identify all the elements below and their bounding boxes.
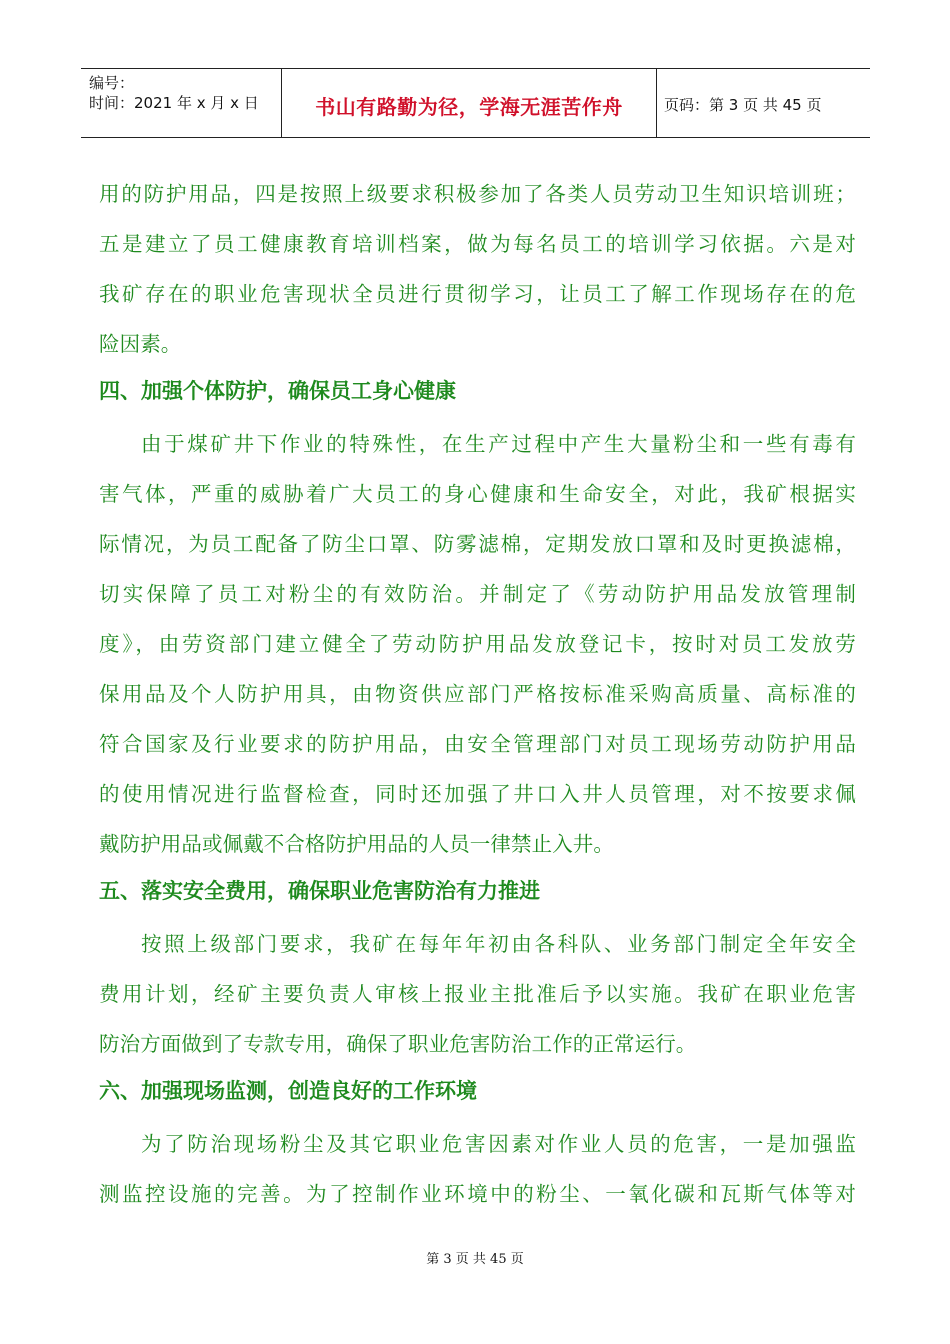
paragraph-line: 符合国家及行业要求的防护用品，由安全管理部门对员工现场劳动防护用品 — [99, 732, 856, 756]
paragraph-line: 度》，由劳资部门建立健全了劳动防护用品发放登记卡，按时对员工发放劳 — [99, 632, 856, 656]
paragraph-line: 测监控设施的完善。为了控制作业环境中的粉尘、一氧化碳和瓦斯气体等对 — [99, 1182, 856, 1206]
paragraph-line: 为了防治现场粉尘及其它职业危害因素对作业人员的危害，一是加强监 — [141, 1132, 856, 1156]
header-left-cell — [81, 69, 281, 137]
header-right-cell — [656, 69, 870, 137]
paragraph-line: 用的防护用品，四是按照上级要求积极参加了各类人员劳动卫生知识培训班； — [99, 182, 856, 206]
paragraph-line: 际情况，为员工配备了防尘口罩、防雾滤棉，定期发放口罩和及时更换滤棉， — [99, 532, 856, 556]
section-heading-4: 四、加强个体防护，确保员工身心健康 — [99, 379, 456, 403]
paragraph-line: 费用计划，经矿主要负责人审核上报业主批准后予以实施。我矿在职业危害 — [99, 982, 856, 1006]
paragraph-line: 的使用情况进行监督检查，同时还加强了井口入井人员管理，对不按要求佩 — [99, 782, 856, 806]
paragraph-line: 按照上级部门要求，我矿在每年年初由各科队、业务部门制定全年安全 — [141, 932, 856, 956]
document-header — [81, 68, 870, 138]
paragraph-line: 害气体，严重的威胁着广大员工的身心健康和生命安全，对此，我矿根据实 — [99, 482, 856, 506]
paragraph-line: 险因素。 — [99, 332, 182, 356]
header-center-cell — [281, 69, 657, 137]
document-date-label: 时间：2021 年 x 月 x 日 — [89, 94, 259, 112]
header-page-label: 页码：第 3 页 共 45 页 — [664, 96, 822, 114]
paragraph-line: 切实保障了员工对粉尘的有效防治。并制定了《劳动防护用品发放管理制 — [99, 582, 856, 606]
page-footer: 第 3 页 共 45 页 — [426, 1252, 524, 1267]
paragraph-line: 防治方面做到了专款专用，确保了职业危害防治工作的正常运行。 — [99, 1032, 697, 1056]
paragraph-line: 我矿存在的职业危害现状全员进行贯彻学习，让员工了解工作现场存在的危 — [99, 282, 856, 306]
header-motto: 书山有路勤为径，学海无涯苦作舟 — [315, 95, 623, 119]
document-number-label: 编号： — [89, 74, 135, 92]
paragraph-line: 五是建立了员工健康教育培训档案，做为每名员工的培训学习依据。六是对 — [99, 232, 856, 256]
section-heading-5: 五、落实安全费用，确保职业危害防治有力推进 — [99, 879, 540, 903]
paragraph-line: 保用品及个人防护用具，由物资供应部门严格按标准采购高质量、高标准的 — [99, 682, 856, 706]
section-heading-6: 六、加强现场监测，创造良好的工作环境 — [99, 1079, 477, 1103]
paragraph-line: 戴防护用品或佩戴不合格防护用品的人员一律禁止入井。 — [99, 832, 614, 856]
paragraph-line: 由于煤矿井下作业的特殊性，在生产过程中产生大量粉尘和一些有毒有 — [141, 432, 856, 456]
